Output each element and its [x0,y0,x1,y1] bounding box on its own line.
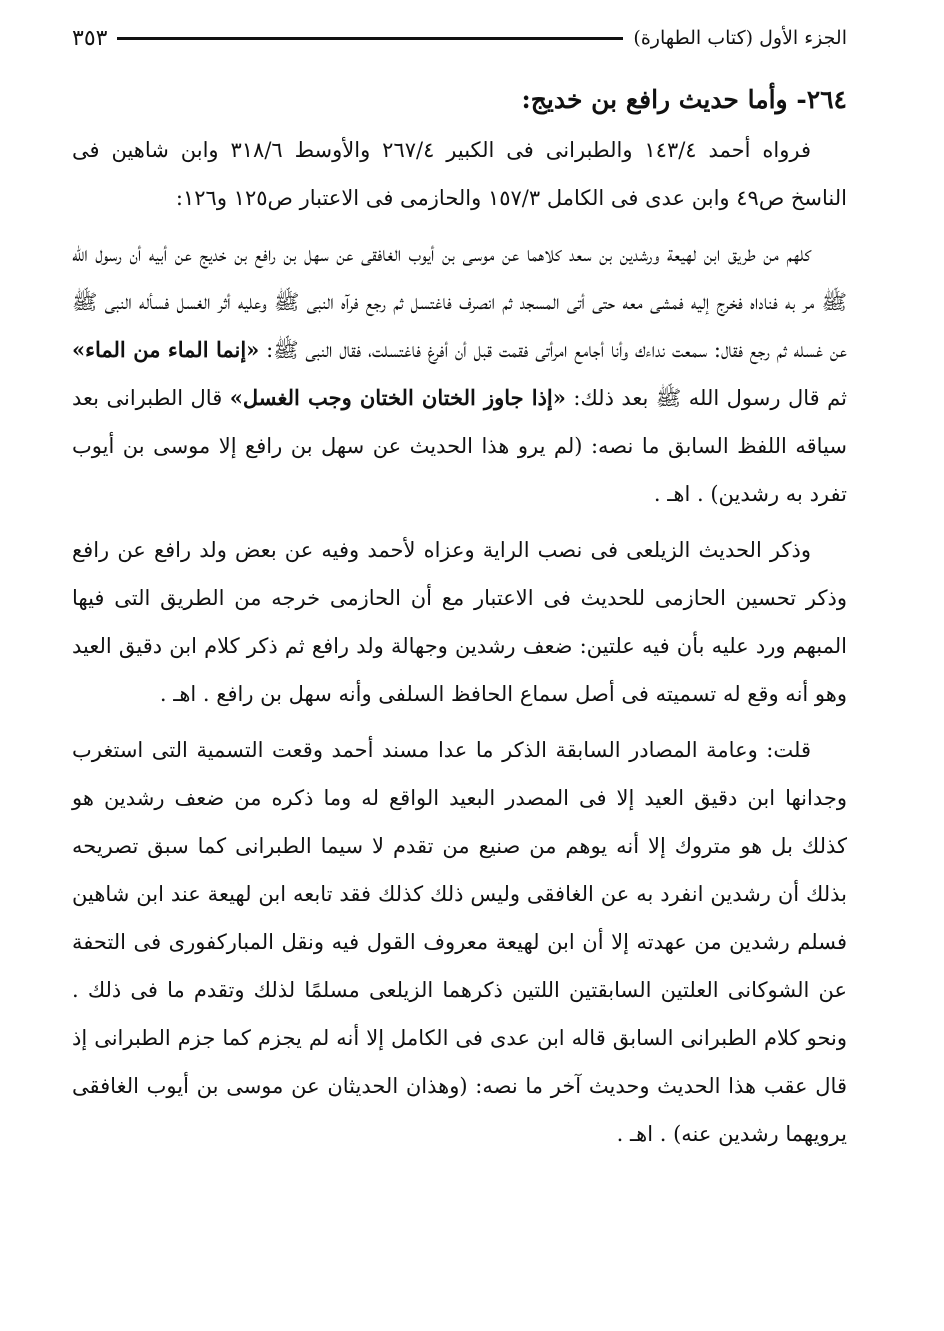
paragraph-hadith [72,230,847,518]
header-rule [117,37,623,40]
running-title: الجزء الأول (كتاب الطهارة) [633,27,847,49]
hadith-text-3: قال الطبرانى بعد سياقه اللفظ السابق ما نصه: (لم يرو هذا الحديث عن سهل بن رافع إلا موسى بن أيوب تفرد به رشدين) . اهـ . [72,386,847,506]
hadith-quote-1: «إنما الماء من الماء» [72,337,260,362]
page-number: ٣٥٣ [72,25,108,51]
paragraph-commentary: قلت: وعامة المصادر السابقة الذكر ما عدا مسند أحمد وقعت التسمية التى استغرب وجدانها ابن دقيق العيد إلا فى المصدر البعيد الواقع له وما ذكره من ضعف رشدين هو كذلك بل هو متروك إلا أنه يوهم من صنيع من تقدم لا سيما الطبرانى كما سبق تصريحه بذلك أن رشدين انفرد به عن الغافقى وليس ذلك كذلك فقد تابعه ابن لهيعة عند ابن شاهين فسلم رشدين من عهدته إلا أن ابن لهيعة معروف القول فيه ونقل المباركفورى فى التحفة عن الشوكانى العلتين السابقتين اللتين ذكرهما الزيلعى مسلمًا لذلك وتقدم ما فى ذلك . ونحو كلام الطبرانى السابق قاله ابن عدى فى الكامل إلا أنه لم يجزم كما جزم الطبرانى إذ قال عقب هذا الحديث وحديث آخر ما نصه: (وهذان الحديثان عن موسى بن أيوب الغافقى يرويهما رشدين عنه) . اهـ . [72,738,847,1146]
book-page [72,18,847,1158]
paragraph-sources: فرواه أحمد ١٤٣/٤ والطبرانى فى الكبير ٢٦٧/٤ والأوسط ٣١٨/٦ وابن شاهين فى الناسخ ص٤٩ وابن عدى فى الكامل ١٥٧/٣ والحازمى فى الاعتبار ص١٢٥ و١٢٦: [72,138,847,210]
hadith-text-1: كلهم من طريق ابن لهيعة ورشدين بن سعد كلاهما عن موسى بن أيوب الغافقى عن سهل بن رافع بن خديج عن أبيه أن رسول الله ﷺ مر به فناداه فخرج إليه فمشى معه حتى أتى المسجد ثم انصرف فاغتسل ثم رجع فرآه النبى ﷺ وعليه أثر الغسل فسأله النبى ﷺ عن غسله ثم رجع فقال: سمعت نداءك وأنا أجامع امرأتى فقمت قبل أن أفرغ فاغتسلت، فقال النبى ﷺ: [72,242,847,362]
paragraph-zaylai: وذكر الحديث الزيلعى فى نصب الراية وعزاه لأحمد وفيه عن بعض ولد رافع عن رافع وذكر تحسين الحازمى للحديث فى الاعتبار مع أن الحازمى خرجه من الطريق التى فيها المبهم ورد عليه بأن فيه علتين: ضعف رشدين وجهالة ولد رافع ثم ذكر كلام ابن دقيق العيد وهو أنه وقع له تسميته فى أصل سماع الحافظ السلفى وأنه سهل بن رافع . اهـ . [72,538,847,706]
hadith-text-2: ثم قال رسول الله ﷺ بعد ذلك: [565,386,847,410]
page-header [72,18,847,58]
section-heading: ٢٦٤- وأما حديث رافع بن خديج: [521,85,847,114]
hadith-quote-2: «إذا جاوز الختان الختان وجب الغسل» [229,385,566,410]
